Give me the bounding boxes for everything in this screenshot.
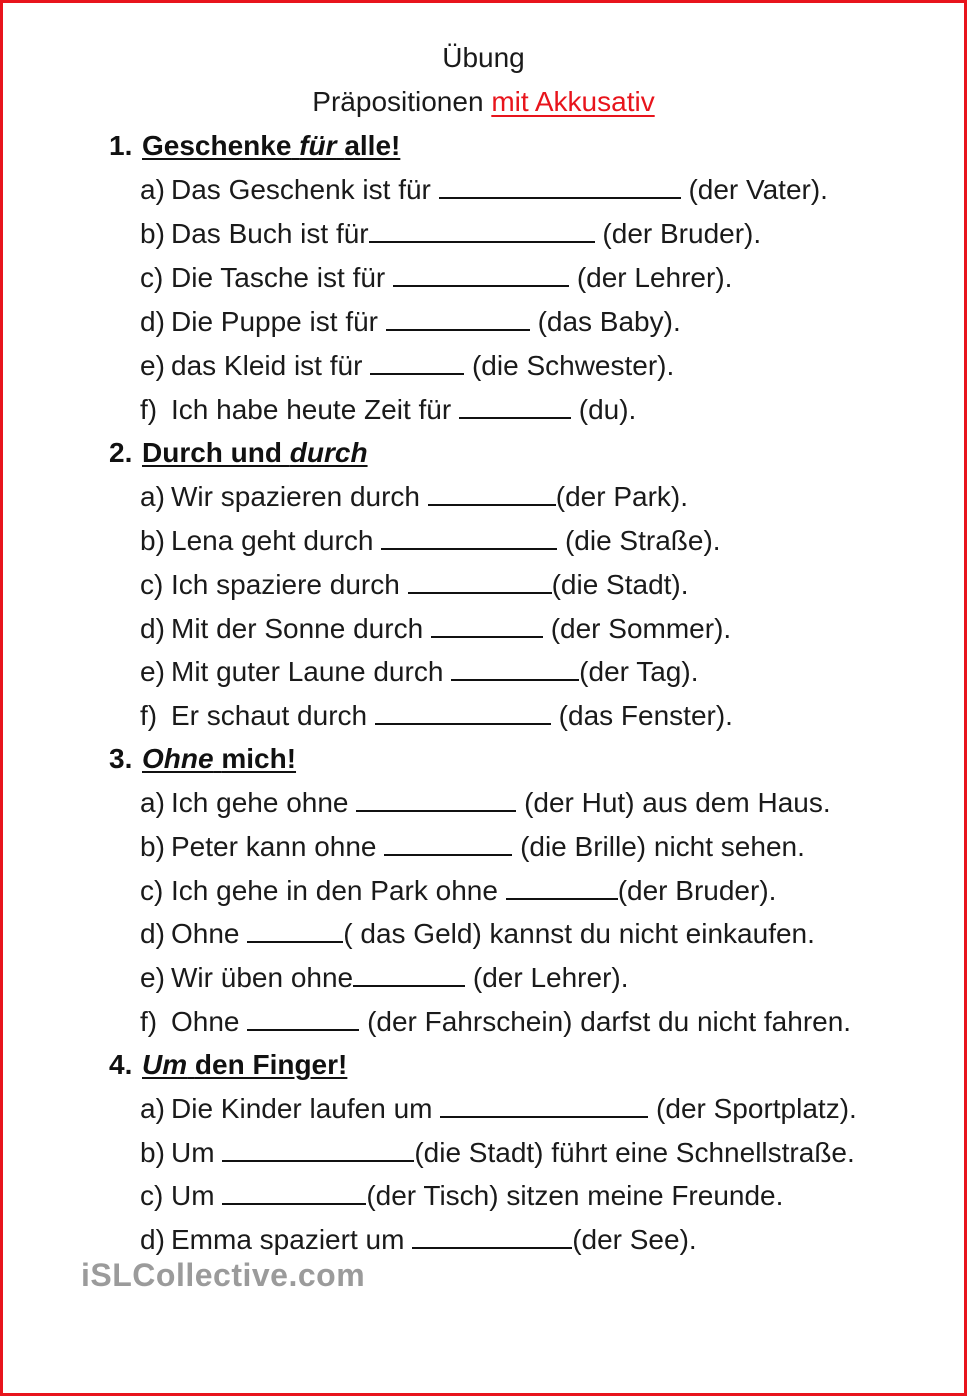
answer-blank[interactable] bbox=[370, 353, 464, 375]
section-title-italic: Um bbox=[142, 1049, 188, 1080]
section-title bbox=[142, 130, 400, 161]
item-hint: (der Bruder). bbox=[602, 218, 762, 249]
item-text: Das Buch ist für bbox=[171, 218, 369, 249]
answer-blank[interactable] bbox=[408, 572, 552, 594]
item-text: Um bbox=[171, 1180, 215, 1211]
section-title bbox=[142, 1049, 347, 1080]
section-heading-2 bbox=[109, 438, 368, 468]
exercise-item bbox=[140, 393, 636, 427]
exercise-item bbox=[140, 217, 761, 251]
section-title-part: alle! bbox=[344, 130, 401, 161]
section-title-part: Geschenke bbox=[142, 130, 292, 161]
item-hint: (die Brille) nicht sehen. bbox=[520, 831, 805, 862]
item-hint: (der Park). bbox=[555, 481, 689, 512]
item-text: Ich gehe ohne bbox=[171, 787, 349, 818]
item-hint: (die Schwester). bbox=[471, 350, 675, 381]
section-heading-3 bbox=[109, 744, 296, 774]
item-letter: d) bbox=[140, 306, 165, 337]
item-letter: a) bbox=[140, 174, 165, 205]
item-letter: f) bbox=[140, 1006, 158, 1037]
exercise-item bbox=[140, 524, 721, 558]
answer-blank[interactable] bbox=[222, 1183, 366, 1205]
subtitle-prefix: Präpositionen bbox=[312, 86, 484, 117]
item-letter: b) bbox=[140, 1137, 165, 1168]
exercise-item bbox=[140, 1179, 783, 1213]
item-letter: c) bbox=[140, 875, 164, 906]
item-text: Ohne bbox=[171, 1006, 240, 1037]
watermark-logo: iSLCollective.com bbox=[81, 1257, 366, 1293]
exercise-item bbox=[140, 1136, 855, 1170]
exercise-item bbox=[140, 699, 733, 733]
item-text: Die Puppe ist für bbox=[171, 306, 378, 337]
section-number: 4. bbox=[109, 1049, 133, 1080]
item-letter: e) bbox=[140, 350, 165, 381]
answer-blank[interactable] bbox=[247, 1009, 359, 1031]
item-letter: e) bbox=[140, 656, 165, 687]
section-title-part: mich! bbox=[221, 743, 297, 774]
item-hint: (der Tag). bbox=[579, 656, 699, 687]
item-text: Ich gehe in den Park ohne bbox=[171, 875, 498, 906]
section-number: 2. bbox=[109, 437, 133, 468]
item-letter: c) bbox=[140, 1180, 164, 1211]
section-title bbox=[142, 743, 296, 774]
section-title-italic: durch bbox=[289, 437, 368, 468]
section-number: 1. bbox=[109, 130, 133, 161]
section-title-italic: Ohne bbox=[142, 743, 214, 774]
section-title bbox=[142, 437, 368, 468]
item-hint: (der Sommer). bbox=[550, 613, 732, 644]
item-hint: (die Stadt) führt eine Schnellstraße. bbox=[414, 1137, 855, 1168]
item-text: Ohne bbox=[171, 918, 240, 949]
item-letter: a) bbox=[140, 787, 165, 818]
answer-blank[interactable] bbox=[375, 703, 551, 725]
page-title: Übung bbox=[442, 42, 525, 73]
item-hint: (der Fahrschein) darfst du nicht fahren. bbox=[367, 1006, 852, 1037]
answer-blank[interactable] bbox=[428, 484, 556, 506]
item-hint: (das Fenster). bbox=[558, 700, 733, 731]
exercise-item bbox=[140, 568, 689, 602]
item-text: Wir üben ohne bbox=[171, 962, 354, 993]
item-letter: f) bbox=[140, 700, 158, 731]
exercise-item bbox=[140, 480, 688, 514]
item-letter: d) bbox=[140, 918, 165, 949]
item-letter: b) bbox=[140, 831, 165, 862]
item-hint: (der Sportplatz). bbox=[656, 1093, 857, 1124]
section-heading-1 bbox=[109, 131, 400, 161]
answer-blank[interactable] bbox=[431, 616, 543, 638]
answer-blank[interactable] bbox=[451, 659, 579, 681]
item-text: Die Kinder laufen um bbox=[171, 1093, 433, 1124]
item-text: Emma spaziert um bbox=[171, 1224, 405, 1255]
answer-blank[interactable] bbox=[393, 265, 569, 287]
answer-blank[interactable] bbox=[386, 309, 530, 331]
item-letter: d) bbox=[140, 613, 165, 644]
item-hint: (der See). bbox=[572, 1224, 697, 1255]
item-text: Das Geschenk ist für bbox=[171, 174, 431, 205]
exercise-item bbox=[140, 261, 732, 295]
item-hint: (die Stadt). bbox=[551, 569, 689, 600]
answer-blank[interactable] bbox=[440, 1096, 648, 1118]
exercise-item bbox=[140, 830, 805, 864]
section-title-italic: für bbox=[299, 130, 337, 161]
exercise-item bbox=[140, 655, 699, 689]
section-title-part: den Finger! bbox=[194, 1049, 348, 1080]
item-text: Die Tasche ist für bbox=[171, 262, 386, 293]
item-hint: (du). bbox=[578, 394, 637, 425]
item-hint: (die Straße). bbox=[564, 525, 721, 556]
item-hint: (der Tisch) sitzen meine Freunde. bbox=[366, 1180, 784, 1211]
item-text: Um bbox=[171, 1137, 215, 1168]
exercise-item bbox=[140, 349, 674, 383]
answer-blank[interactable] bbox=[247, 921, 343, 943]
item-hint: (der Bruder). bbox=[617, 875, 777, 906]
item-letter: a) bbox=[140, 481, 165, 512]
exercise-item bbox=[140, 1223, 697, 1257]
item-letter: f) bbox=[140, 394, 158, 425]
exercise-item bbox=[140, 305, 681, 339]
answer-blank[interactable] bbox=[356, 790, 516, 812]
exercise-item bbox=[140, 612, 731, 646]
item-text: Lena geht durch bbox=[171, 525, 374, 556]
section-number: 3. bbox=[109, 743, 133, 774]
item-letter: a) bbox=[140, 1093, 165, 1124]
item-text: das Kleid ist für bbox=[171, 350, 363, 381]
item-hint: ( das Geld) kannst du nicht einkaufen. bbox=[343, 918, 815, 949]
item-letter: b) bbox=[140, 218, 165, 249]
answer-blank[interactable] bbox=[353, 965, 465, 987]
exercise-item bbox=[140, 874, 776, 908]
item-text: Ich habe heute Zeit für bbox=[171, 394, 452, 425]
answer-blank[interactable] bbox=[412, 1227, 572, 1249]
answer-blank[interactable] bbox=[384, 834, 512, 856]
item-text: Wir spazieren durch bbox=[171, 481, 420, 512]
answer-blank[interactable] bbox=[459, 397, 571, 419]
answer-blank[interactable] bbox=[222, 1140, 414, 1162]
item-letter: d) bbox=[140, 1224, 165, 1255]
exercise-item bbox=[140, 173, 828, 207]
item-text: Peter kann ohne bbox=[171, 831, 377, 862]
answer-blank[interactable] bbox=[439, 177, 681, 199]
item-letter: e) bbox=[140, 962, 165, 993]
page-subtitle bbox=[3, 87, 964, 117]
item-hint: (das Baby). bbox=[537, 306, 681, 337]
answer-blank[interactable] bbox=[381, 528, 557, 550]
item-letter: b) bbox=[140, 525, 165, 556]
exercise-item bbox=[140, 961, 629, 995]
exercise-item bbox=[140, 1005, 851, 1039]
item-text: Mit der Sonne durch bbox=[171, 613, 424, 644]
item-letter: c) bbox=[140, 569, 164, 600]
item-text: Er schaut durch bbox=[171, 700, 368, 731]
item-hint: (der Vater). bbox=[688, 174, 828, 205]
section-heading-4 bbox=[109, 1050, 347, 1080]
exercise-item bbox=[140, 1092, 857, 1126]
item-hint: (der Hut) aus dem Haus. bbox=[524, 787, 831, 818]
item-letter: c) bbox=[140, 262, 164, 293]
exercise-item bbox=[140, 917, 815, 951]
subtitle-accent: mit Akkusativ bbox=[491, 86, 655, 117]
exercise-item bbox=[140, 786, 831, 820]
item-hint: (der Lehrer). bbox=[576, 262, 733, 293]
answer-blank[interactable] bbox=[506, 878, 618, 900]
item-text: Mit guter Laune durch bbox=[171, 656, 444, 687]
item-text: Ich spaziere durch bbox=[171, 569, 400, 600]
answer-blank[interactable] bbox=[369, 221, 595, 243]
section-title-part: Durch und bbox=[142, 437, 282, 468]
item-hint: (der Lehrer). bbox=[472, 962, 629, 993]
